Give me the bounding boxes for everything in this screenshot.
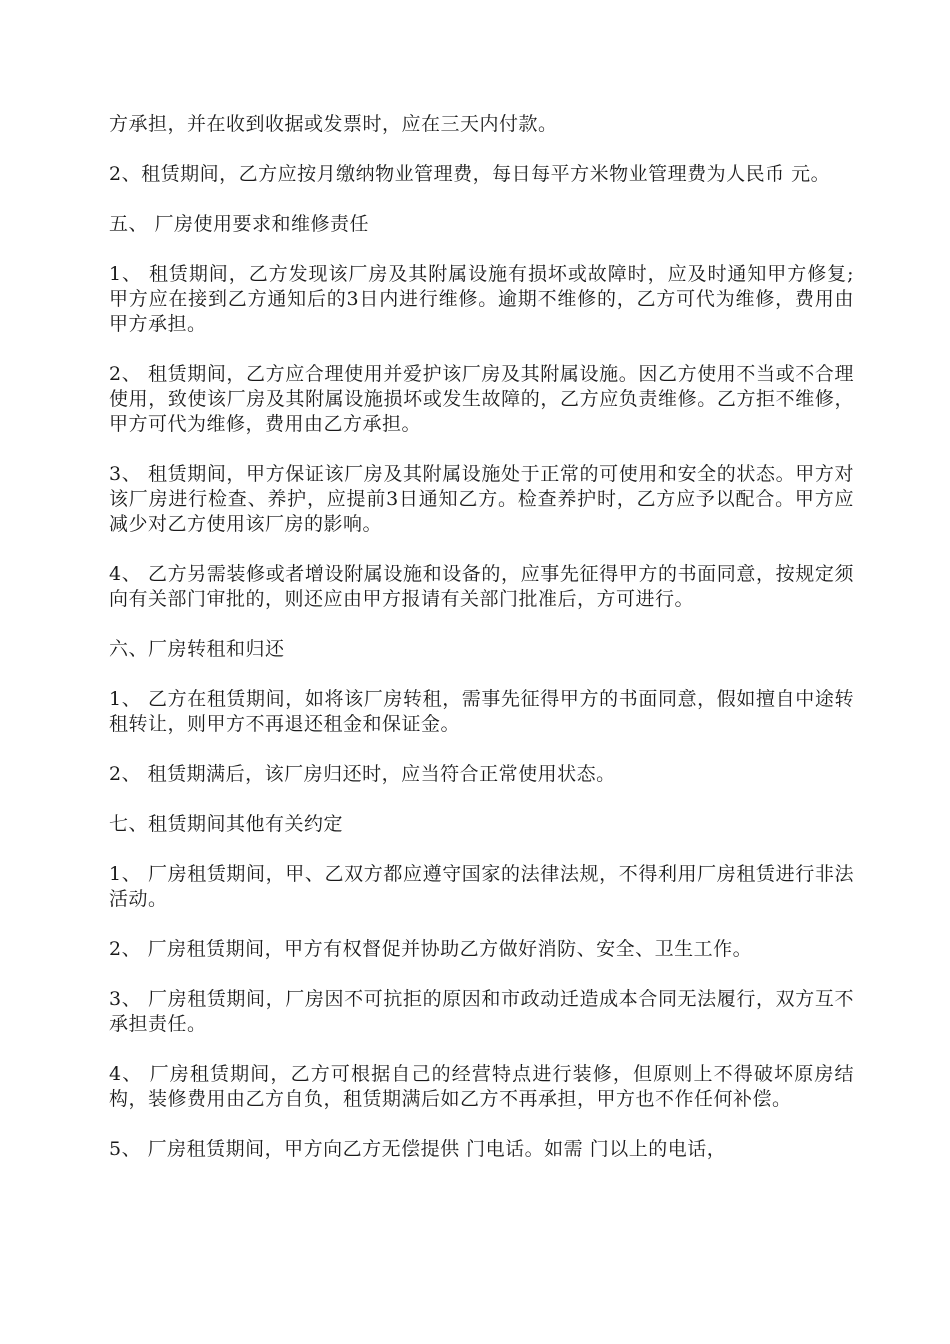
document-body — [109, 112, 854, 1187]
clause-7-4: 4、 厂房租赁期间，乙方可根据自己的经营特点进行装修，但原则上不得破坏原房结构，装修费用由乙方自负，租赁期满后如乙方不再承担，甲方也不作任何补偿。 — [109, 1063, 854, 1110]
section-heading-5: 五、 厂房使用要求和维修责任 — [109, 213, 370, 235]
clause-7-2: 2、 厂房租赁期间，甲方有权督促并协助乙方做好消防、安全、卫生工作。 — [109, 938, 753, 960]
clause-5-2: 2、 租赁期间，乙方应合理使用并爱护该厂房及其附属设施。因乙方使用不当或不合理使用，致使该厂房及其附属设施损坏或发生故障的，乙方应负责维修。乙方拒不维修，甲方可代为维修，费用由乙方承担。 — [109, 363, 854, 435]
clause-7-5: 5、 厂房租赁期间，甲方向乙方无偿提供 门电话。如需 门以上的电话， — [109, 1138, 727, 1160]
clause-5-3: 3、 租赁期间，甲方保证该厂房及其附属设施处于正常的可使用和安全的状态。甲方对该厂房进行检查、养护，应提前3日通知乙方。检查养护时，乙方应予以配合。甲方应减少对乙方使用该厂房的影响。 — [109, 463, 854, 535]
clause-7-1: 1、 厂房租赁期间，甲、乙双方都应遵守国家的法律法规，不得利用厂房租赁进行非法活动。 — [109, 863, 854, 910]
paragraph-payment-terms: 方承担，并在收到收据或发票时，应在三天内付款。 — [109, 113, 558, 135]
clause-5-4: 4、 乙方另需装修或者增设附属设施和设备的，应事先征得甲方的书面同意，按规定须向有关部门审批的，则还应由甲方报请有关部门批准后，方可进行。 — [109, 563, 854, 610]
clause-6-2: 2、 租赁期满后，该厂房归还时，应当符合正常使用状态。 — [109, 763, 616, 785]
section-heading-6: 六、厂房转租和归还 — [109, 638, 285, 660]
clause-5-1: 1、 租赁期间，乙方发现该厂房及其附属设施有损坏或故障时，应及时通知甲方修复;甲方应在接到乙方通知后的3日内进行维修。逾期不维修的，乙方可代为维修，费用由甲方承担。 — [109, 263, 854, 335]
paragraph-property-fee: 2、租赁期间，乙方应按月缴纳物业管理费，每日每平方米物业管理费为人民币 元。 — [109, 163, 831, 185]
clause-6-1: 1、 乙方在租赁期间，如将该厂房转租，需事先征得甲方的书面同意，假如擅自中途转租转让，则甲方不再退还租金和保证金。 — [109, 688, 854, 735]
clause-7-3: 3、 厂房租赁期间，厂房因不可抗拒的原因和市政动迁造成本合同无法履行，双方互不承担责任。 — [109, 988, 854, 1035]
section-heading-7: 七、租赁期间其他有关约定 — [109, 813, 344, 835]
